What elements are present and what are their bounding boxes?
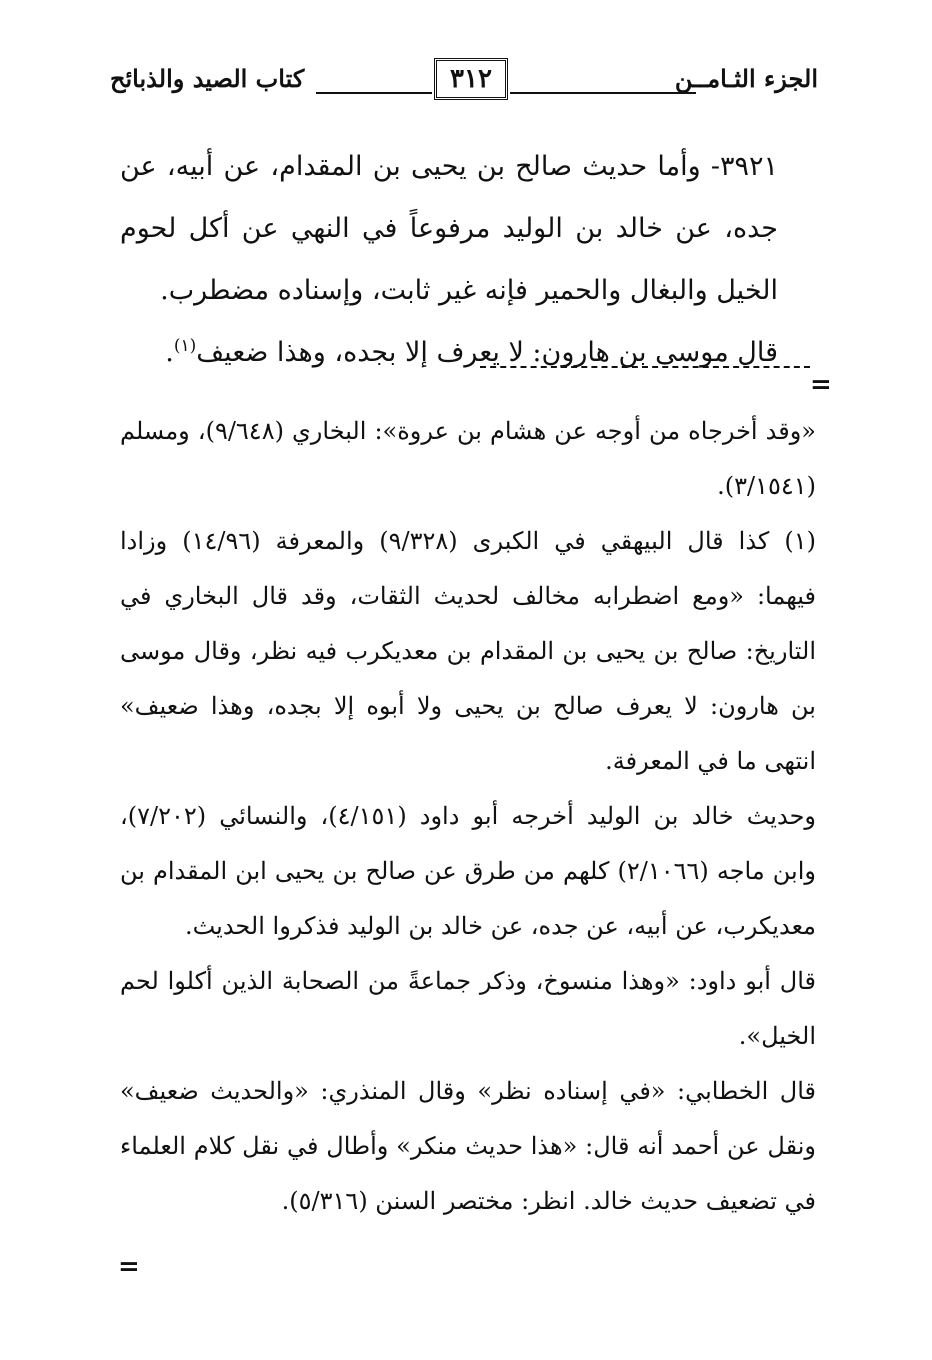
volume-title: الجزء الثـامــن: [674, 64, 818, 93]
hadith-paragraph: ٣٩٢١- وأما حديث صالح بن يحيى بن المقدام، عن أبيه، عن جده، عن خالد بن الوليد مرفوعاً في النهي عن أكل لحوم الخيل والبغال والحمير فإنه غير ثابت، وإسناده مضطرب.: [120, 151, 778, 306]
footnote-separator: [480, 366, 810, 368]
footnote-1: (١) كذا قال البيهقي في الكبرى (٩/٣٢٨) والمعرفة (١٤/٩٦) وزادا فيهما: «ومع اضطرابه مخالف لحديث الثقات، وقد قال البخاري في التاريخ: صالح بن يحيى بن المقدام بن معديكرب فيه نظر، وقال موسى بن هارون: لا يعرف صالح بن يحيى ولا أبوه إلا بجده، وهذا ضعيف» انتهى ما في المعرفة.: [120, 527, 816, 775]
header-rule-right: [510, 92, 696, 94]
continuation-mark-bottom: =: [118, 1252, 140, 1282]
page-header: [110, 56, 818, 108]
footnotes: [120, 404, 816, 1229]
footnote-paragraph-4: قال الخطابي: «في إسناده نظر» وقال المنذري: «والحديث ضعيف» ونقل عن أحمد أنه قال: «هذا حديث منكر» وأطال في نقل كلام العلماء في تضعيف حديث خالد. انظر: مختصر السنن (٥/٣١٦).: [120, 1077, 816, 1215]
header-rule-left: [316, 92, 432, 94]
footnote-paragraph-2: وحديث خالد بن الوليد أخرجه أبو داود (٤/١٥١)، والنسائي (٧/٢٠٢)، وابن ماجه (٢/١٠٦٦) كلهم من طرق عن صالح بن يحيى ابن المقدام بن معديكرب، عن أبيه، عن جده، عن خالد بن الوليد فذكروا الحديث.: [120, 802, 816, 940]
chapter-title: كتاب الصيد والذبائح: [110, 64, 305, 93]
footnote-ref: (١): [173, 336, 197, 356]
quote-paragraph: [120, 322, 816, 384]
quote-text: قال موسى بن هارون: لا يعرف إلا بجده، وهذا ضعيف: [196, 337, 778, 368]
main-text: [120, 136, 816, 384]
footnote-paragraph-3: قال أبو داود: «وهذا منسوخ، وذكر جماعةً من الصحابة الذين أكلوا لحم الخيل».: [120, 967, 816, 1050]
quote-end: .: [165, 337, 174, 368]
page-number: ٣١٢: [434, 58, 508, 100]
continuation-mark-top: =: [810, 370, 832, 400]
footnote-continuation: «وقد أخرجاه من أوجه عن هشام بن عروة»: البخاري (٩/٦٤٨)، ومسلم (٣/١٥٤١).: [120, 417, 816, 500]
